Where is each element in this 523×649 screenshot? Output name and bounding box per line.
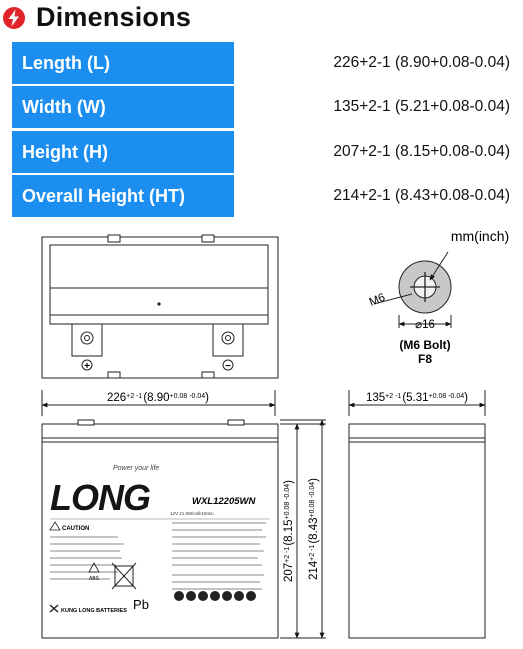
- overall-height-dimension-text: $214^{+2 -1}(8.43^{+0.08 -0.04})$: [308, 477, 320, 581]
- technical-drawing: [0, 220, 523, 649]
- lead-symbol: Pb: [133, 597, 149, 612]
- brand-tagline: Power your life: [113, 465, 160, 472]
- bolt-detail: [374, 252, 451, 328]
- dimension-value: 207+2-1 (8.15+0.08-0.04): [333, 143, 510, 160]
- length-dimension-text: $226^{+2 -1}(8.90^{+0.08 -0.04})$: [106, 392, 210, 404]
- lightning-bolt-icon: [2, 6, 26, 30]
- negative-terminal-mark: −: [225, 361, 231, 372]
- brand-logo: LONG: [50, 477, 150, 518]
- recycle-code: ABS: [88, 576, 100, 582]
- maker-name: KUNG LONG BATTERIES: [61, 608, 127, 614]
- bolt-diameter-label: ⌀16: [415, 319, 435, 331]
- dimension-value: 135+2-1 (5.21+0.08-0.04): [333, 98, 510, 115]
- dimension-row-width: [12, 86, 512, 128]
- terminal-type: F8: [417, 352, 433, 366]
- page-title: Dimensions: [36, 2, 192, 32]
- dimension-row-length: [12, 42, 512, 84]
- top-view: [42, 235, 278, 378]
- dimension-label: Height (H): [12, 131, 234, 173]
- bolt-caption: (M6 Bolt): [399, 338, 451, 352]
- model-number: WXL12205WN: [192, 496, 256, 507]
- width-dimension-text: $135^{+2 -1}(5.31^{+0.08 -0.04})$: [365, 392, 469, 404]
- center-dot: [157, 302, 160, 305]
- caution-heading: CAUTION: [62, 526, 90, 532]
- height-dimension-text: $207^{+2 -1}(8.15^{+0.08 -0.04})$: [283, 479, 295, 583]
- dimension-row-height: [12, 131, 512, 173]
- positive-terminal-mark: +: [84, 361, 90, 372]
- dimension-label: Overall Height (HT): [12, 175, 234, 217]
- dimension-value: 226+2-1 (8.90+0.08-0.04): [333, 54, 510, 71]
- dimension-label: Length (L): [12, 42, 234, 84]
- dimension-label: Width (W): [12, 86, 234, 128]
- dimension-value: 214+2-1 (8.43+0.08-0.04): [333, 187, 510, 204]
- model-spec: 12V 21.5W/cell/15min: [170, 511, 214, 516]
- header: [0, 0, 523, 36]
- unit-label: mm(inch): [450, 228, 510, 244]
- bolt-thread-label: M6: [367, 291, 387, 309]
- side-view: [349, 424, 485, 638]
- dimension-row-overall-height: [12, 175, 512, 217]
